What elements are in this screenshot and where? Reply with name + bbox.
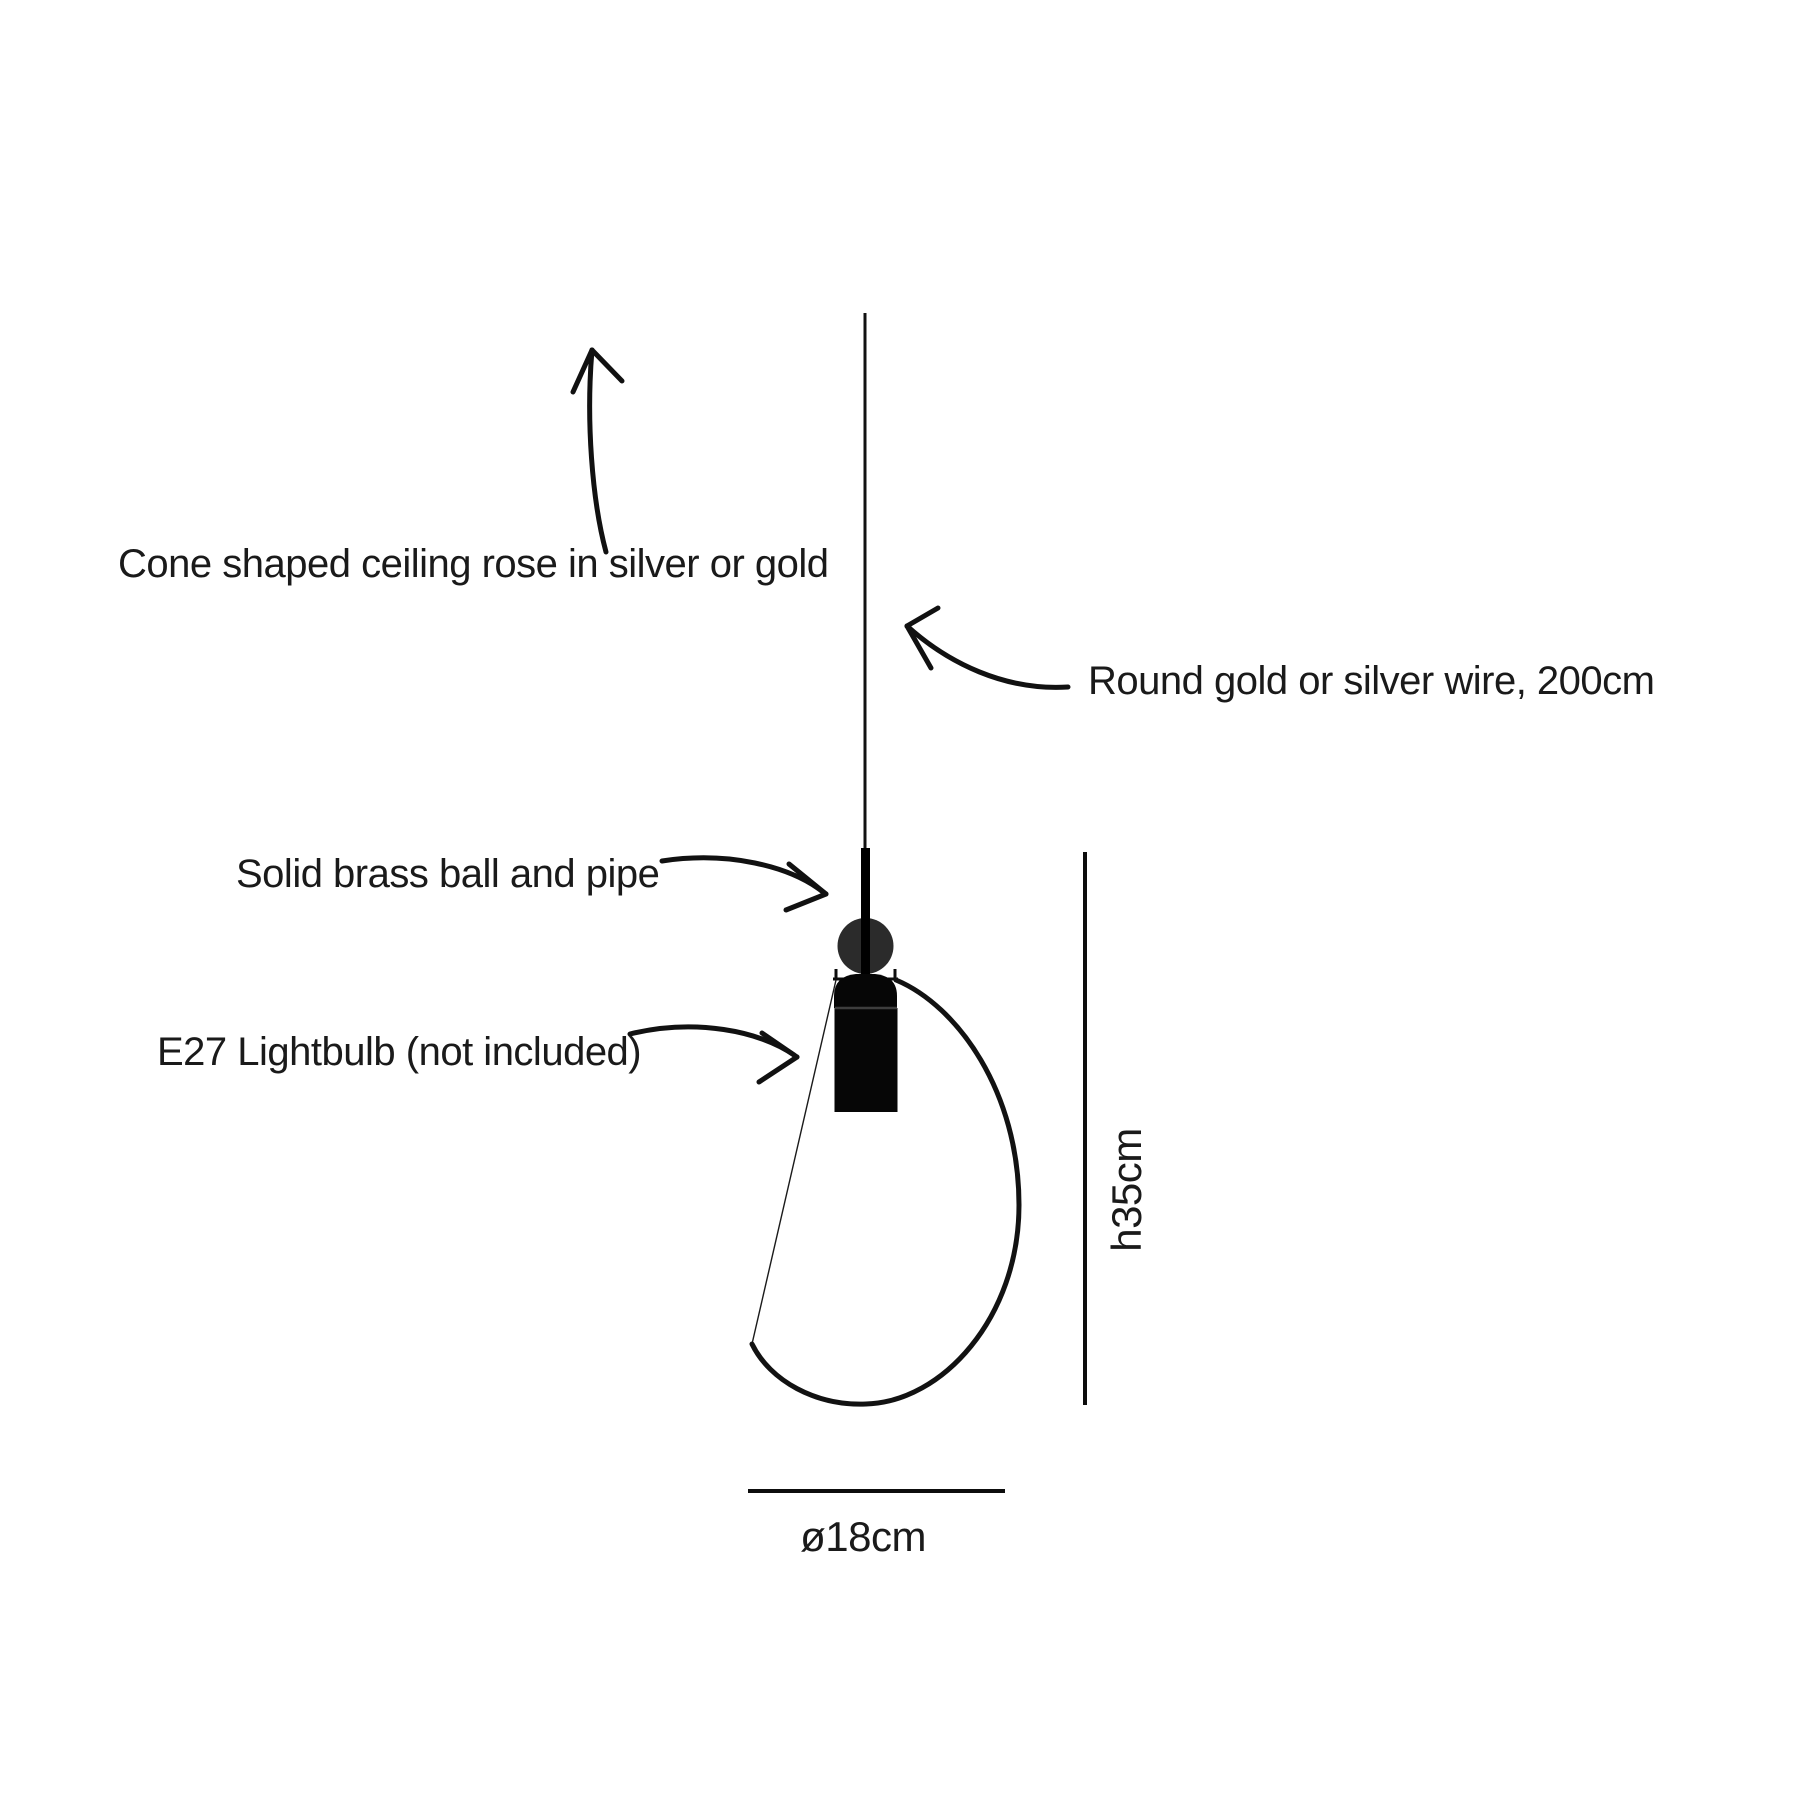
- ceiling-rose-label: Cone shaped ceiling rose in silver or gold: [118, 542, 829, 586]
- curved-arrow-brass-icon: [662, 858, 826, 910]
- brass-label: Solid brass ball and pipe: [236, 852, 660, 896]
- bulb-label: E27 Lightbulb (not included): [157, 1030, 642, 1074]
- curved-arrow-bulb-icon: [630, 1027, 797, 1082]
- socket-body: [835, 1008, 898, 1112]
- socket-dome: [834, 974, 897, 1008]
- diameter-dimension-text: ø18cm: [800, 1513, 926, 1560]
- wire-label: Round gold or silver wire, 200cm: [1088, 659, 1655, 703]
- height-dimension-text: h35cm: [1103, 1128, 1150, 1252]
- curved-arrow-up-icon: [573, 350, 622, 552]
- curved-arrow-left-icon: [907, 608, 1068, 687]
